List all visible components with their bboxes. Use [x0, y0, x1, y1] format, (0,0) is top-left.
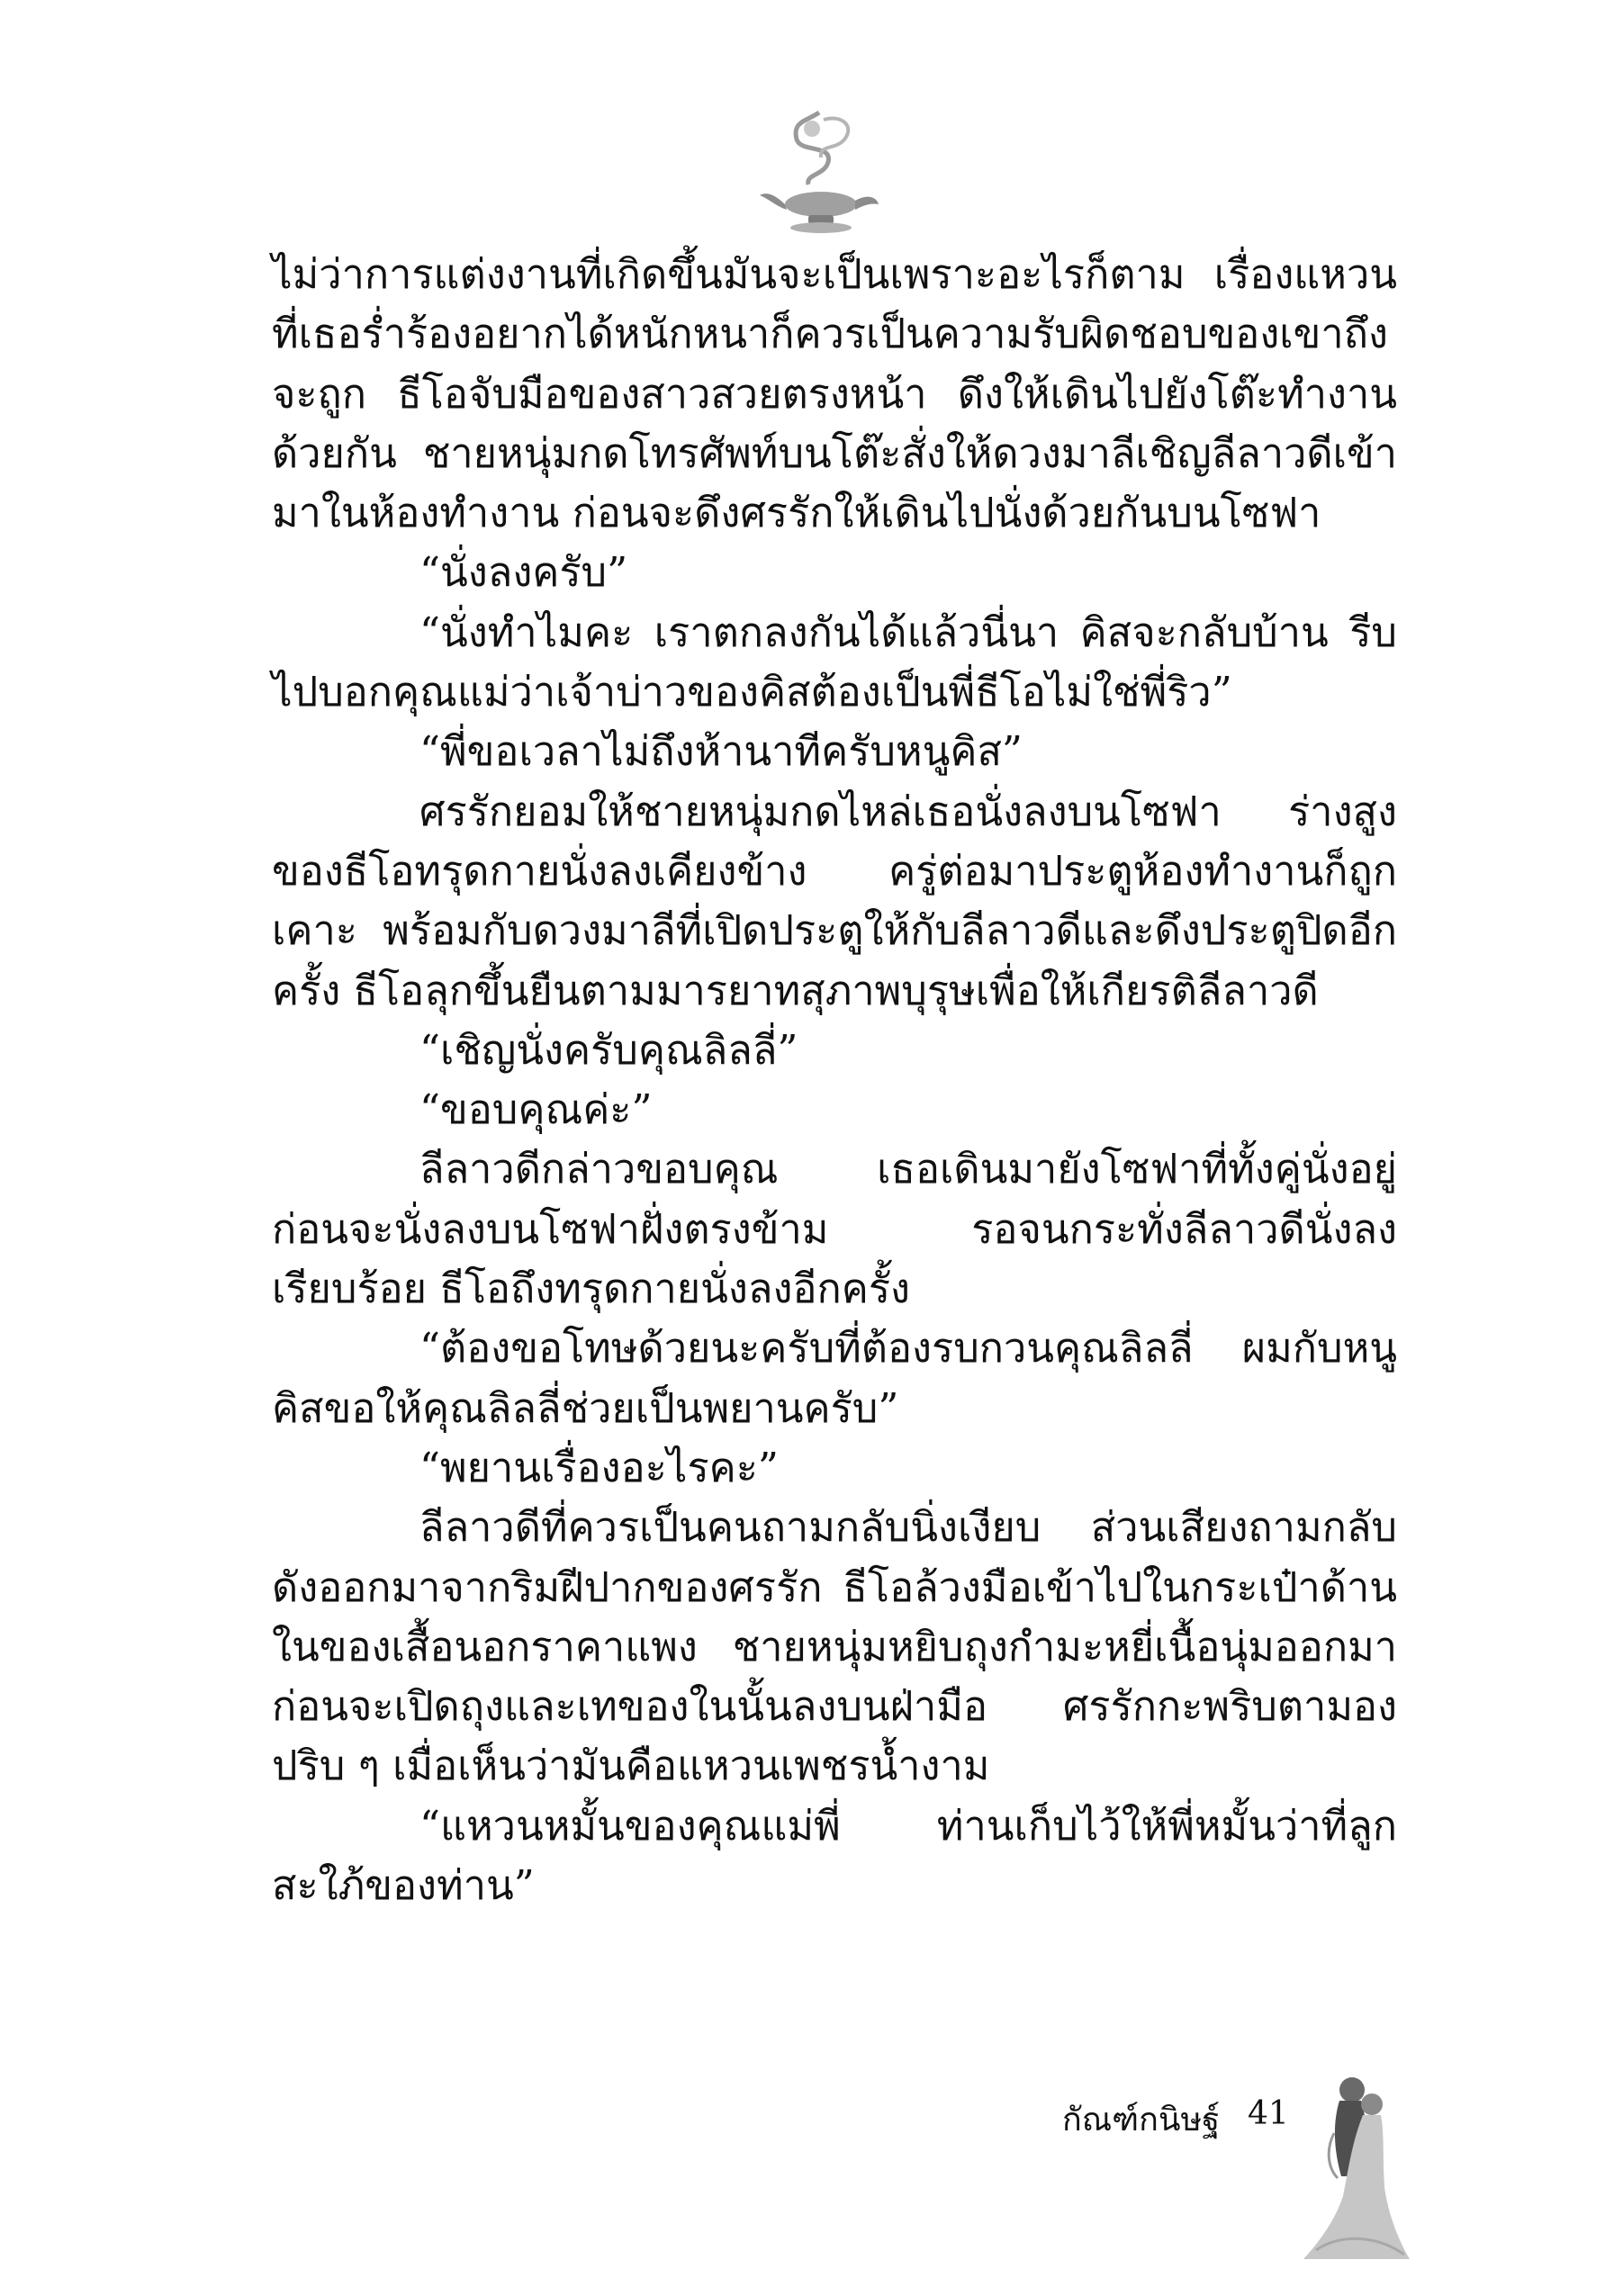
paragraph: “เชิญนั่งครับคุณลิลลี่” [419, 1025, 798, 1074]
paragraph: “พยานเรื่องอะไรคะ” [419, 1443, 779, 1491]
paragraph: ไม่ว่าการแต่งงานที่เกิดขึ้นมันจะเป็นเพราะอะไรก็ตาม เรื่องแหวนที่เธอร่ำร้องอยากได้หนักหนาก็ควรเป็นความรับผิดชอบของเขาถึงจะถูก ธีโอจับมือของสาวสวยตรงหน้า ดึงให้เดินไปยังโต๊ะทำงานด้วยกัน ชายหนุ่มกดโทรศัพท์บนโต๊ะสั่งให้ดวงมาลีเชิญลีลาวดีเข้ามาในห้องทำงาน ก่อนจะดึงศรรักให้เดินไปนั่งด้วยกันบนโซฟา [272, 250, 1397, 537]
bride-groom-icon [1298, 2070, 1415, 2264]
page-footer [1062, 2070, 1530, 2277]
paragraph: “นั่งทำไมคะ เราตกลงกันได้แล้วนี่นา คิสจะกลับบ้าน รีบไปบอกคุณแม่ว่าเจ้าบ่าวของคิสต้องเป็นพี่ธีโอไม่ใช่พี่ริว” [272, 608, 1397, 716]
paragraph: ศรรักยอมให้ชายหนุ่มกดไหล่เธอนั่งลงบนโซฟา ร่างสูงของธีโอทรุดกายนั่งลงเคียงข้าง ครู่ต่อมาประตูห้องทำงานก็ถูกเคาะ พร้อมกับดวงมาลีที่เปิดประตูให้กับลีลาวดีและดึงประตูปิดอีกครั้ง ธีโอลุกขึ้นยืนตามมารยาทสุภาพบุรุษเพื่อให้เกียรติลีลาวดี [272, 787, 1397, 1014]
chapter-text [272, 245, 1397, 1915]
paragraph: “พี่ขอเวลาไม่ถึงห้านาทีครับหนูคิส” [419, 727, 1023, 776]
paragraph: ลีลาวดีกล่าวขอบคุณ เธอเดินมายังโซฟาที่ทั้งคู่นั่งอยู่ ก่อนจะนั่งลงบนโซฟาฝั่งตรงข้าม รอจนกระทั่งลีลาวดีนั่งลงเรียบร้อย ธีโอถึงทรุดกายนั่งลงอีกครั้ง [272, 1145, 1397, 1313]
paragraph: “ต้องขอโทษด้วยนะครับที่ต้องรบกวนคุณลิลลี่ ผมกับหนูคิสขอให้คุณลิลลี่ช่วยเป็นพยานครับ” [272, 1324, 1397, 1432]
paragraph: “นั่งลงครับ” [419, 548, 628, 597]
page-number: 41 [1248, 2095, 1289, 2132]
genie-lamp-icon [756, 104, 882, 239]
paragraph: “ขอบคุณค่ะ” [419, 1085, 653, 1134]
paragraph: “แหวนหมั้นของคุณแม่พี่ ท่านเก็บไว้ให้พี่หมั้นว่าที่ลูกสะใภ้ของท่าน” [272, 1801, 1397, 1910]
paragraph: ลีลาวดีที่ควรเป็นคนถามกลับนิ่งเงียบ ส่วนเสียงถามกลับดังออกมาจากริมฝีปากของศรรัก ธีโอล้วงมือเข้าไปในกระเป๋าด้านในของเสื้อนอกราคาแพง ชายหนุ่มหยิบถุงกำมะหยี่เนื้อนุ่มออกมา ก่อนจะเปิดถุงและเทของในนั้นลงบนฝ่ามือ ศรรักกะพริบตามองปริบ ๆ เมื่อเห็นว่ามันคือแหวนเพชรน้ำงาม [272, 1503, 1397, 1790]
book-title: กัณฑ์กนิษฐ์ [1062, 2102, 1221, 2138]
